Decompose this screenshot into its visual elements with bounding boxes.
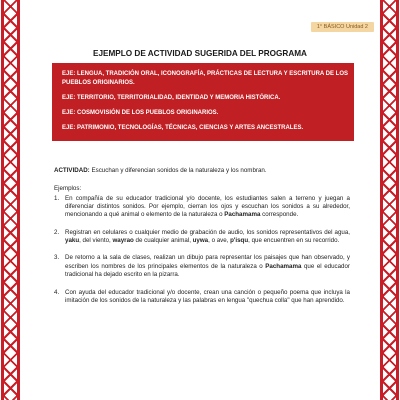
list-text: Con ayuda del educador tradicional y/o docente, crean una canción o pequeño poema que incluya la imitación de los sonidos de la naturaleza y las palabras en lengua "quechua colla" que han aprendido. (65, 288, 350, 304)
keyword: uywa (192, 236, 209, 244)
list-item (54, 229, 350, 246)
text-segment: En compañía de su educador tradicional y/o docente, los estudiantes salen a terreno y juegan a diferenciar distintos sonidos. Por ejemplo, cierran los ojos y escuchan los sonidos a su alrededor, mencionando a qué animal o elemento de la naturaleza o (65, 194, 350, 219)
examples-list (54, 195, 350, 306)
page-title: EJEMPLO DE ACTIVIDAD SUGERIDA DEL PROGRAMA (93, 49, 307, 58)
keyword: yaku (65, 236, 80, 244)
eje-box (52, 63, 354, 141)
text-segment: , del viento, (79, 236, 113, 244)
keyword: p'isqu (230, 236, 249, 244)
right-decorative-border (380, 0, 399, 400)
list-number: 2. (54, 228, 60, 236)
activity-content (54, 167, 350, 314)
eje-cosmovision: EJE: COSMOVISIÓN DE LOS PUEBLOS ORIGINARIOS. (62, 109, 219, 116)
keyword: Pachamama (224, 211, 261, 219)
list-number: 3. (54, 254, 60, 262)
activity-statement (54, 167, 350, 175)
activity-label: ACTIVIDAD: (54, 167, 90, 174)
text-segment: Registran en celulares o cualquier medio de grabación de audio, los sonidos representativos del agua, (65, 228, 350, 236)
list-text (65, 254, 350, 279)
text-segment: , que encuentren en su recorrido. (248, 236, 340, 244)
text-segment: de cualquier animal, (133, 236, 193, 244)
list-number: 1. (54, 194, 60, 202)
list-item (54, 254, 350, 279)
list-text (65, 229, 350, 246)
text-segment: que el educador tradicional ha dejado escrito en la pizarra. (65, 262, 350, 279)
keyword: Pachamama (265, 262, 302, 270)
text-segment: De retorno a la sala de clases, realizan un dibujo para representar los paisajes que han observado, y escriben los nombres de los principales elementos de la naturaleza o (65, 254, 350, 270)
text-segment: corresponde. (260, 211, 299, 219)
eje-patrimonio: EJE: PATRIMONIO, TECNOLOGÍAS, TÉCNICAS, CIENCIAS Y ARTES ANCESTRALES. (62, 124, 304, 131)
list-item (54, 289, 350, 306)
eje-lengua: EJE: LENGUA, TRADICIÓN ORAL, ICONOGRAFÍA, PRÁCTICAS DE LECTURA Y ESCRITURA DE LOS PUEBLOS ORIGINARIOS. (62, 71, 349, 87)
examples-label: Ejemplos: (54, 185, 82, 193)
keyword: wayrao (112, 236, 134, 244)
list-item (54, 195, 350, 220)
level-badge: 1° BÁSICO Unidad 2 (311, 22, 374, 32)
list-text (65, 195, 350, 220)
left-decorative-border (1, 0, 20, 400)
text-segment: , o ave, (208, 236, 231, 244)
list-number: 4. (54, 288, 60, 296)
activity-text: Escuchan y diferencian sonidos de la naturaleza y los nombran. (89, 167, 267, 174)
eje-territorio: EJE: TERRITORIO, TERRITORIALIDAD, IDENTIDAD Y MEMORIA HISTÓRICA. (62, 95, 281, 101)
